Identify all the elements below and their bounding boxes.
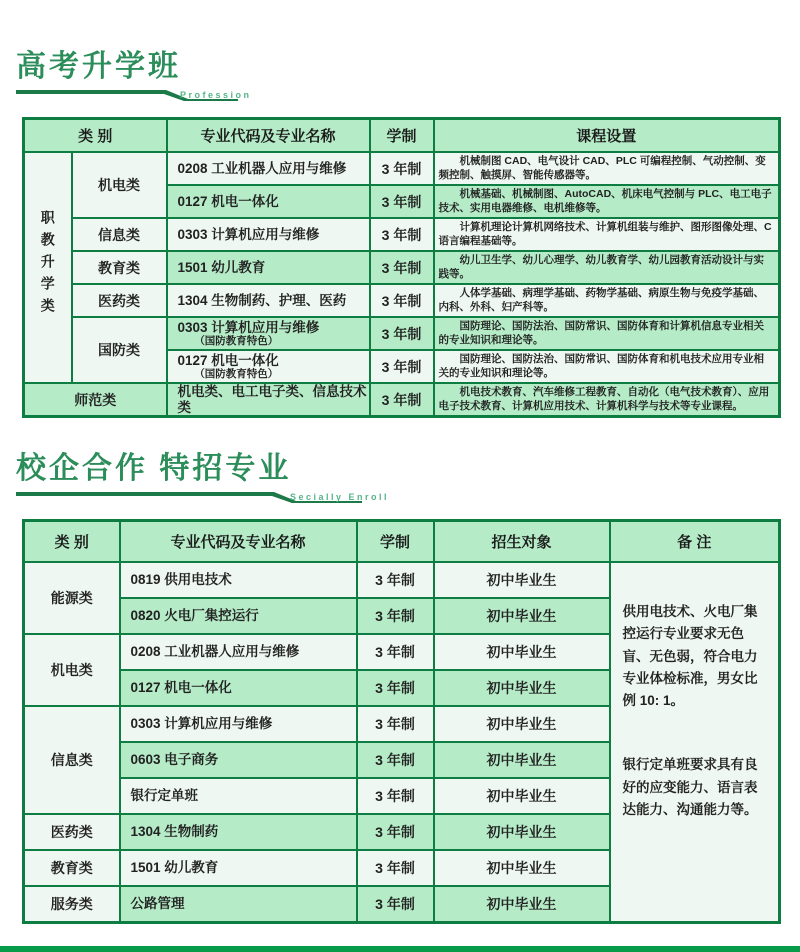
notes-cell (610, 562, 780, 922)
enroll-target: 初中毕业生 (434, 886, 610, 922)
major-name: 0127 机电一体化 （国防教育特色） (167, 350, 370, 383)
category-cell: 能源类 (24, 562, 120, 634)
notes-paragraph: 供用电技术、火电厂集控运行专业要求无色盲、无色弱，符合电力专业体检标准，男女比例 10: 1。 (622, 604, 758, 709)
advancement-class-table (22, 117, 781, 419)
section1-title: 高考升学班 (16, 50, 181, 83)
enroll-target: 初中毕业生 (434, 850, 610, 886)
section2-header (16, 452, 800, 505)
table-row (24, 284, 780, 317)
table-row (24, 383, 780, 417)
bottom-accent-bar (0, 946, 800, 952)
major-name: 0208 工业机器人应用与维修 (167, 152, 370, 185)
course-list: 机电技术教育、汽车维修工程教育、自动化（电气技术教育）、应用电子技术教育、计算机应用技术、计算机科学与技术等专业课程。 (434, 383, 780, 417)
enroll-target: 初中毕业生 (434, 598, 610, 634)
table-row (24, 218, 780, 251)
header-major: 专业代码及专业名称 (167, 118, 370, 152)
duration: 3 年制 (357, 778, 434, 814)
course-list: 人体学基础、病理学基础、药物学基础、病原生物与免疫学基础、内科、外科、妇产科等。 (434, 284, 780, 317)
enroll-target: 初中毕业生 (434, 778, 610, 814)
duration: 3 年制 (357, 850, 434, 886)
major-name: 0820 火电厂集控运行 (120, 598, 357, 634)
notes-gap (623, 712, 769, 754)
duration: 3 年制 (357, 634, 434, 670)
enroll-target: 初中毕业生 (434, 670, 610, 706)
category-cell: 服务类 (24, 886, 120, 922)
major-name: 0127 机电一体化 (167, 185, 370, 218)
table-row (24, 562, 780, 598)
table-row (24, 317, 780, 350)
header-duration: 学制 (357, 520, 434, 562)
duration: 3 年制 (357, 670, 434, 706)
major-name: 0603 电子商务 (120, 742, 357, 778)
enroll-target: 初中毕业生 (434, 742, 610, 778)
duration: 3 年制 (370, 185, 434, 218)
section1-subtitle: Profession (180, 89, 252, 100)
duration: 3 年制 (357, 562, 434, 598)
enroll-target: 初中毕业生 (434, 634, 610, 670)
course-list: 幼儿卫生学、幼儿心理学、幼儿教育学、幼儿园教育活动设计与实践等。 (434, 251, 780, 284)
major-name: 0303 计算机应用与维修 (120, 706, 357, 742)
table-row (24, 152, 780, 185)
header-category: 类 别 (24, 118, 167, 152)
course-list: 机械制图 CAD、电气设计 CAD、PLC 可编程控制、气动控制、变频控制、触摸屏、智能传感器等。 (434, 152, 780, 185)
major-name: 银行定单班 (120, 778, 357, 814)
header-category: 类 别 (24, 520, 120, 562)
table-row (24, 251, 780, 284)
major-subnote: （国防教育特色） (194, 335, 279, 348)
category-cell: 教育类 (72, 251, 167, 284)
major-name: 1501 幼儿教育 (167, 251, 370, 284)
category-cell: 医药类 (24, 814, 120, 850)
major-subnote: （国防教育特色） (194, 368, 279, 381)
duration: 3 年制 (357, 598, 434, 634)
major-name: 1304 生物制药、护理、医药 (167, 284, 370, 317)
duration: 3 年制 (357, 742, 434, 778)
category-cell: 国防类 (72, 317, 167, 383)
header-notes: 备 注 (610, 520, 780, 562)
section1-header (16, 0, 800, 103)
enroll-target: 初中毕业生 (434, 562, 610, 598)
group-cell (24, 152, 72, 383)
duration: 3 年制 (370, 152, 434, 185)
major-name: 0303 计算机应用与维修 (167, 218, 370, 251)
major-name: 1304 生物制药 (120, 814, 357, 850)
table-header-row (24, 520, 780, 562)
category-cell: 信息类 (72, 218, 167, 251)
category-cell: 医药类 (72, 284, 167, 317)
course-list: 国防理论、国防法治、国防常识、国防体育和计算机信息专业相关的专业知识和理论等。 (434, 317, 780, 350)
category-cell: 师范类 (24, 383, 167, 417)
enroll-target: 初中毕业生 (434, 814, 610, 850)
group-label: 职教升学类 (39, 210, 56, 320)
course-list: 机械基础、机械制图、AutoCAD、机床电气控制与 PLC、电工电子技术、实用电器维修、电机维修等。 (434, 185, 780, 218)
major-name: 0819 供用电技术 (120, 562, 357, 598)
major-name: 1501 幼儿教育 (120, 850, 357, 886)
section2-subtitle: Secially Enroll (290, 491, 390, 502)
major-name: 0127 机电一体化 (120, 670, 357, 706)
major-name: 0303 计算机应用与维修 （国防教育特色） (167, 317, 370, 350)
course-list: 国防理论、国防法治、国防常识、国防体育和机电技术应用专业相关的专业知识和理论等。 (434, 350, 780, 383)
section2-title: 校企合作 特招专业 (16, 452, 292, 486)
table-header-row (24, 118, 780, 152)
section1-underline (16, 90, 800, 103)
header-major: 专业代码及专业名称 (120, 520, 357, 562)
duration: 3 年制 (370, 284, 434, 317)
duration: 3 年制 (357, 886, 434, 922)
course-list: 计算机理论计算机网络技术、计算机组装与维护、图形图像处理、C 语言编程基础等。 (434, 218, 780, 251)
category-cell: 教育类 (24, 850, 120, 886)
duration: 3 年制 (370, 350, 434, 383)
duration: 3 年制 (357, 814, 434, 850)
duration: 3 年制 (370, 218, 434, 251)
category-cell: 信息类 (24, 706, 120, 814)
duration: 3 年制 (370, 317, 434, 350)
major-name: 公路管理 (120, 886, 357, 922)
header-target: 招生对象 (434, 520, 610, 562)
duration: 3 年制 (357, 706, 434, 742)
category-cell: 机电类 (72, 152, 167, 218)
major-name: 0208 工业机器人应用与维修 (120, 634, 357, 670)
header-duration: 学制 (370, 118, 434, 152)
major-name: 机电类、电工电子类、信息技术类 (167, 383, 370, 417)
duration: 3 年制 (370, 383, 434, 417)
duration: 3 年制 (370, 251, 434, 284)
header-courses: 课程设置 (434, 118, 780, 152)
category-cell: 机电类 (24, 634, 120, 706)
notes-paragraph: 银行定单班要求具有良好的应变能力、语言表达能力、沟通能力等。 (622, 757, 758, 817)
enroll-target: 初中毕业生 (434, 706, 610, 742)
section2-underline (16, 492, 800, 505)
special-enroll-table (22, 519, 781, 924)
